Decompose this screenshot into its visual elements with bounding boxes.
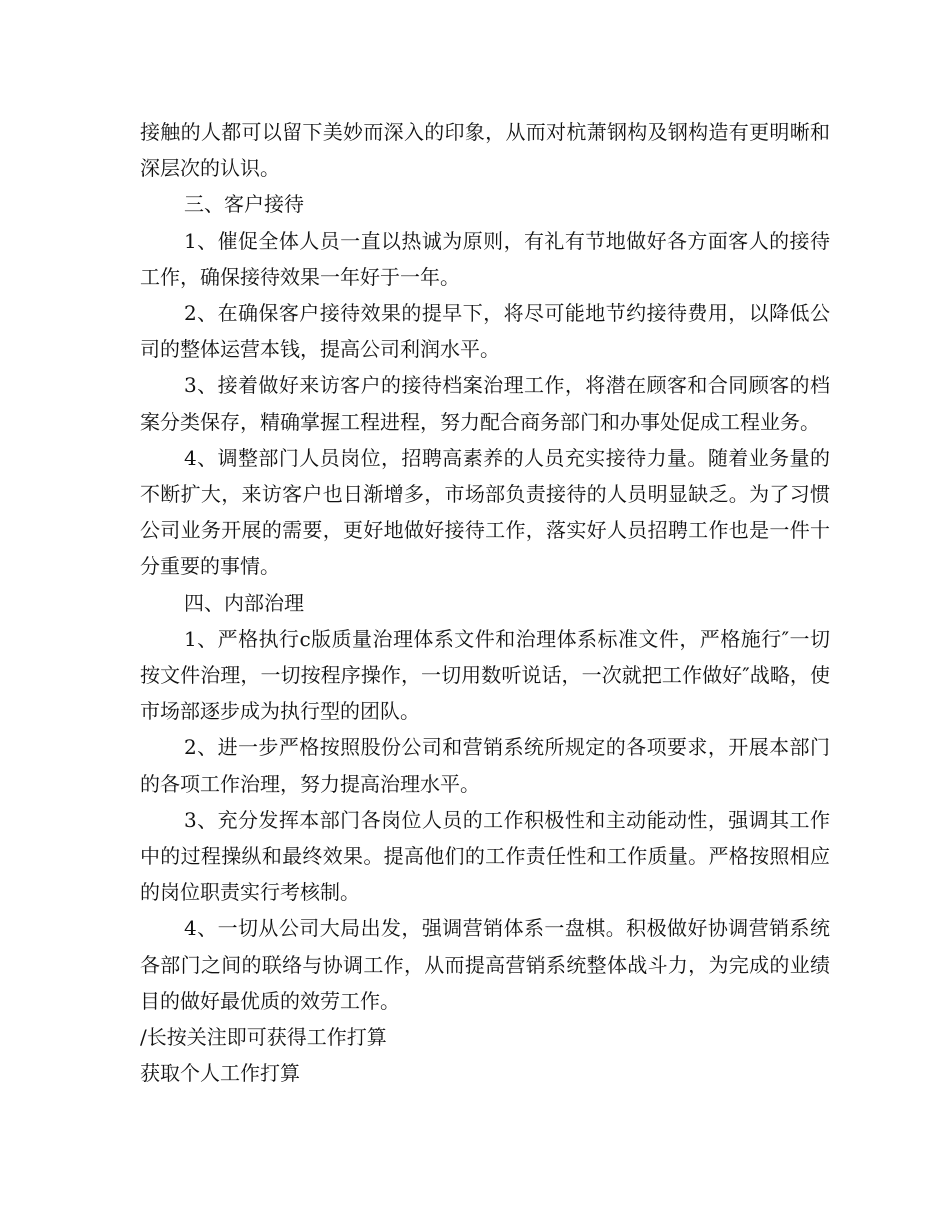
paragraph: 1、催促全体人员一直以热诚为原则，有礼有节地做好各方面客人的接待工作，确保接待效果一年好于一年。 <box>140 228 830 289</box>
section-heading-customer-reception: 三、客户接待 <box>184 192 304 217</box>
paragraph: 2、在确保客户接待效果的提早下，将尽可能地节约接待费用，以降低公司的整体运营本钱，提高公司利润水平。 <box>140 301 830 362</box>
paragraph: 4、调整部门人员岗位，招聘高素养的人员充实接待力量。随着业务量的不断扩大，来访客户也日渐增多，市场部负责接待的人员明显缺乏。为了习惯公司业务开展的需要，更好地做好接待工作，落实好人员招聘工作也是一件十分重要的事情。 <box>140 445 830 579</box>
document-body <box>140 114 830 1091</box>
footer-line-get-plan: 获取个人工作打算 <box>140 1061 300 1086</box>
paragraph: 4、一切从公司大局出发，强调营销体系一盘棋。积极做好协调营销系统各部门之间的联络与协调工作，从而提高营销系统整体战斗力，为完成的业绩目的做好最优质的效劳工作。 <box>140 916 830 1013</box>
paragraph: 2、进一步严格按照股份公司和营销系统所规定的各项要求，开展本部门的各项工作治理，努力提高治理水平。 <box>140 735 830 796</box>
paragraph: 3、接着做好来访客户的接待档案治理工作，将潜在顾客和合同顾客的档案分类保存，精确掌握工程进程，努力配合商务部门和办事处促成工程业务。 <box>140 373 830 434</box>
footer-line-follow: /长按关注即可获得工作打算 <box>140 1025 387 1050</box>
section-heading-internal-management: 四、内部治理 <box>184 590 304 615</box>
paragraph: 1、严格执行c版质量治理体系文件和治理体系标准文件，严格施行″一切按文件治理，一切按程序操作，一切用数听说话，一次就把工作做好″战略，使市场部逐步成为执行型的团队。 <box>140 626 830 724</box>
paragraph-continuation: 接触的人都可以留下美妙而深入的印象，从而对杭萧钢构及钢构造有更明晰和深层次的认识。 <box>140 120 830 181</box>
paragraph: 3、充分发挥本部门各岗位人员的工作积极性和主动能动性，强调其工作中的过程操纵和最终效果。提高他们的工作责任性和工作质量。严格按照相应的岗位职责实行考核制。 <box>140 807 830 905</box>
